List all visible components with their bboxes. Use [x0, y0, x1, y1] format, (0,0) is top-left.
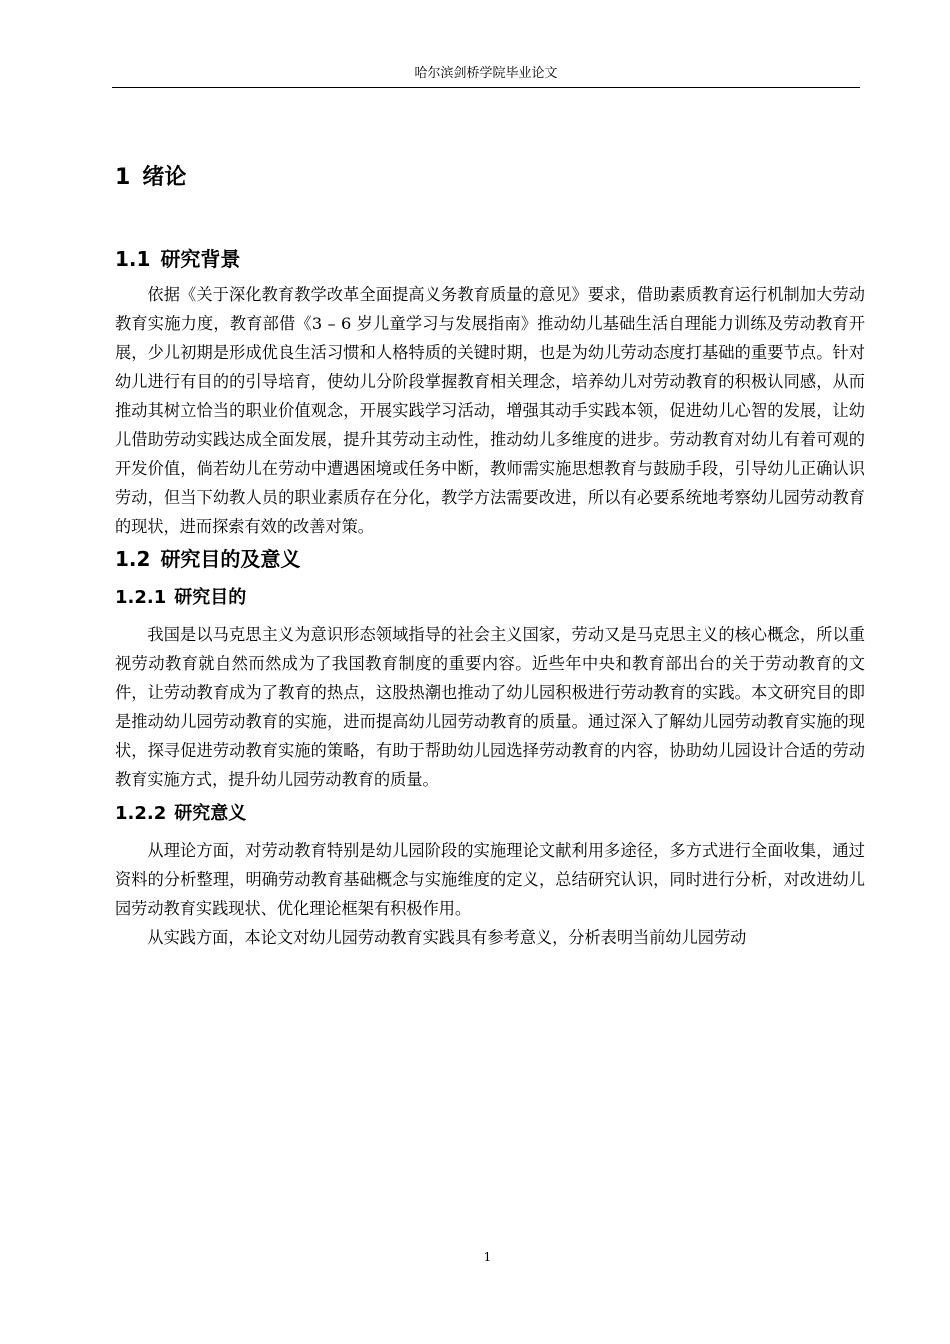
paragraph-significance-practice: 从实践方面，本论文对幼儿园劳动教育实践具有参考意义，分析表明当前幼儿园劳动 — [147, 928, 747, 947]
chapter-title: 绪论 — [142, 165, 187, 190]
section-title: 研究目的及意义 — [160, 547, 301, 571]
chapter-number: 1 — [115, 165, 131, 190]
running-header: 哈尔滨剑桥学院毕业论文 — [414, 66, 558, 81]
paragraph-background: 依据《关于深化教育教学改革全面提高义务教育质量的意见》要求，借助素质教育运行机制加大劳动教育实施力度，教育部借《3 – 6 岁儿童学习与发展指南》推动幼儿基础生活自理能力训练及劳动教育开展，少儿初期是形成优良生活习惯和人格特质的关键时期，也是为幼儿劳动态度打基础的重要节点。针对幼儿进行有目的的引导培育，使幼儿分阶段掌握教育相关理念，培养幼儿对劳动教育的积极认同感，从而推动其树立恰当的职业价值观念，开展实践学习活动，增强其动手实践本领，促进幼儿心智的发展，让幼儿借助劳动实践达成全面发展，提升其劳动主动性，推动幼儿多维度的进步。劳动教育对幼儿有着可观的开发价值，倘若幼儿在劳动中遭遇困境或任务中断，教师需实施思想教育与鼓励手段，引导幼儿正确认识劳动，但当下幼教人员的职业素质存在分化，教学方法需要改进，所以有必要系统地考察幼儿园劳动教育的现状，进而探索有效的改善对策。 — [115, 285, 866, 536]
section-title: 研究背景 — [160, 247, 241, 271]
section-heading-background — [115, 241, 865, 277]
section-number: 1.2 — [115, 547, 151, 571]
chapter-heading — [115, 158, 865, 200]
section-heading-purpose-significance — [115, 541, 865, 577]
subsection-heading-purpose — [115, 581, 865, 615]
subsection-heading-significance — [115, 797, 865, 831]
subsection-title: 研究目的 — [174, 587, 247, 608]
subsection-title: 研究意义 — [174, 803, 247, 824]
header-rule — [112, 87, 860, 88]
paragraph-significance-theory: 从理论方面，对劳动教育特别是幼儿园阶段的实施理论文献利用多途径，多方式进行全面收集，通过资料的分析整理，明确劳动教育基础概念与实施维度的定义，总结研究认识，同时进行分析，对改进幼儿园劳动教育实践现状、优化理论框架有积极作用。 — [115, 841, 865, 918]
page-number: 1 — [483, 1250, 492, 1264]
subsection-number: 1.2.1 — [115, 587, 167, 608]
subsection-number: 1.2.2 — [115, 803, 167, 824]
paragraph-purpose: 我国是以马克思主义为意识形态领域指导的社会主义国家，劳动又是马克思主义的核心概念，所以重视劳动教育就自然而然成为了我国教育制度的重要内容。近些年中央和教育部出台的关于劳动教育的文件，让劳动教育成为了教育的热点，这股热潮也推动了幼儿园积极进行劳动教育的实践。本文研究目的即是推动幼儿园劳动教育的实施，进而提高幼儿园劳动教育的质量。通过深入了解幼儿园劳动教育实施的现状，探寻促进劳动教育实施的策略，有助于帮助幼儿园选择劳动教育的内容，协助幼儿园设计合适的劳动教育实施方式，提升幼儿园劳动教育的质量。 — [115, 625, 865, 789]
page-body — [115, 158, 865, 952]
section-number: 1.1 — [115, 247, 151, 271]
